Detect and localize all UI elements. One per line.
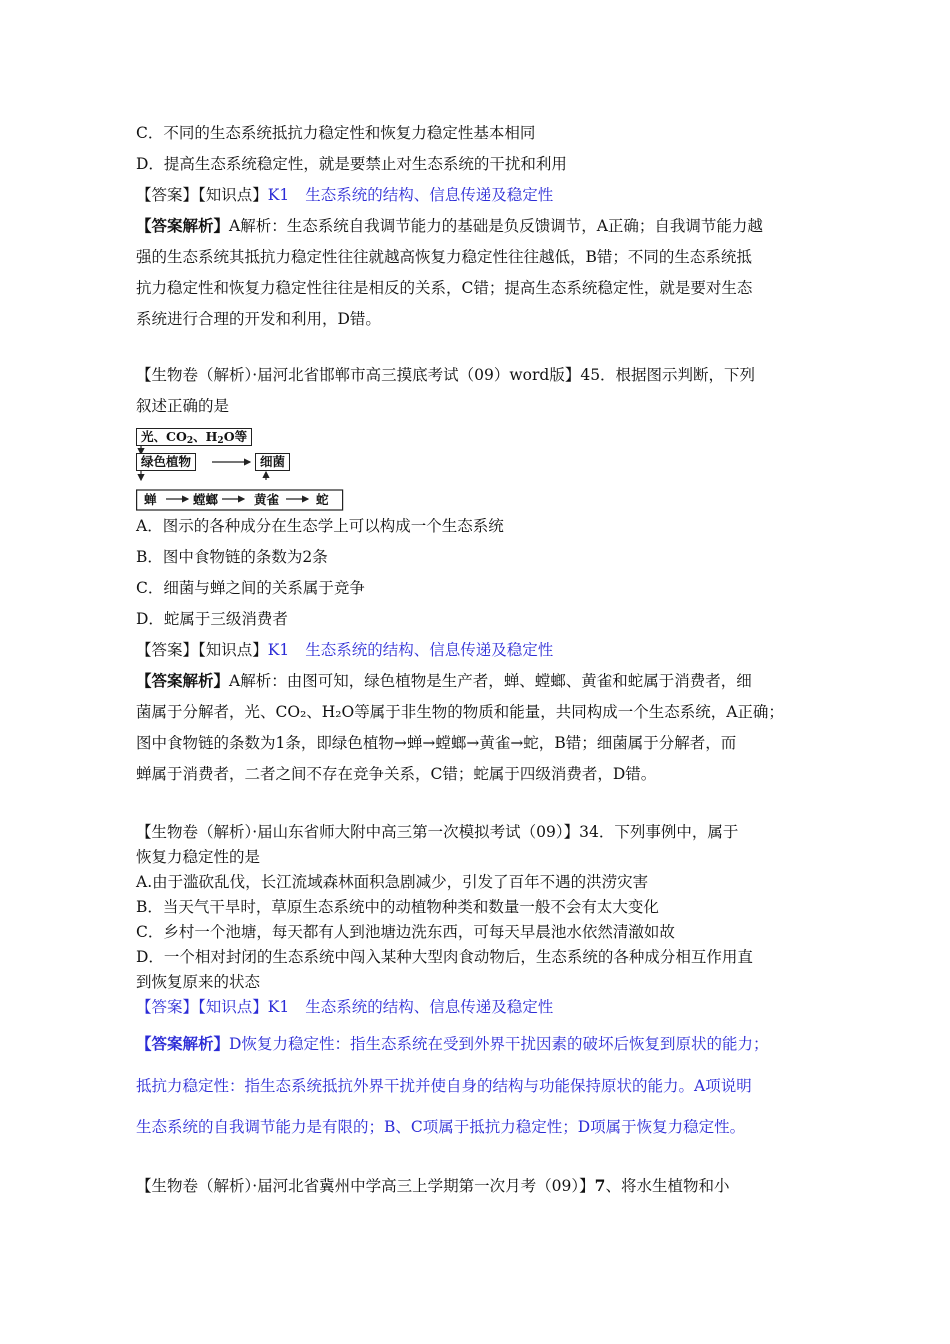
option-b: B．图中食物链的条数为2条 — [136, 548, 328, 566]
option-c: C．乡村一个池塘，每天都有人到池塘边洗东西，可每天早晨池水依然清澈如故 — [136, 923, 675, 941]
answer-tag: 【答案】【知识点】 — [136, 186, 268, 204]
analysis-text: D恢复力稳定性：指生态系统在受到外界干扰因素的破坏后恢复到原状的能力； — [229, 1035, 769, 1053]
analysis-line: 抗力稳定性和恢复力稳定性往往是相反的关系，C错；提高生态系统稳定性，就是要对生态 — [136, 279, 753, 297]
analysis-line: 强的生态系统其抵抗力稳定性往往就越高恢复力稳定性往往越低，B错；不同的生态系统抵 — [136, 248, 752, 266]
knowledge-text: 生态系统的结构、信息传递及稳定性 — [305, 186, 554, 204]
analysis-tag: 【答案解析】 — [136, 671, 230, 690]
knowledge-code: K1 — [267, 998, 290, 1016]
analysis-line: 蝉属于消费者，二者之间不存在竞争关系，C错；蛇属于四级消费者，D错。 — [136, 765, 657, 783]
question-title: 恢复力稳定性的是 — [136, 848, 261, 866]
analysis-line — [136, 1034, 768, 1054]
abiotic-box: 光、$CO_2$、$H_2O$等 — [136, 428, 252, 446]
answer-tag: 【答案】【知识点】 — [136, 641, 268, 659]
answer-tag: 【答案】【知识点】 — [136, 998, 268, 1016]
analysis-text: A解析：由图可知，绿色植物是生产者，蝉、螳螂、黄雀和蛇属于消费者，细 — [229, 672, 752, 690]
option-a: A.由于滥砍乱伐，长江流域森林面积急剧减少，引发了百年不遇的洪涝灾害 — [136, 873, 649, 891]
option-d: D．蛇属于三级消费者 — [136, 610, 288, 628]
answer-line — [136, 997, 553, 1017]
analysis-tag: 【答案解析】 — [136, 1034, 230, 1053]
option-d: D．提高生态系统稳定性，就是要禁止对生态系统的干扰和利用 — [136, 155, 567, 173]
decomposer-box: 细菌 — [255, 453, 290, 471]
producer-box: 绿色植物 — [136, 453, 196, 471]
food-web-diagram — [136, 428, 344, 514]
question-title: 【生物卷（解析）·届河北省邯郸市高三摸底考试（09）word版】45．根据图示判断，下列 — [136, 366, 756, 384]
analysis-line — [136, 216, 763, 236]
knowledge-text: 生态系统的结构、信息传递及稳定性 — [305, 998, 554, 1016]
analysis-line: 菌属于分解者，光、CO₂、H₂O等属于非生物的物质和能量，共同构成一个生态系统，A正确； — [136, 703, 784, 721]
chain-cicada: 蝉 — [144, 492, 157, 507]
question-title: 【生物卷（解析）·届山东省师大附中高三第一次模拟考试（09）】34．下列事例中，属于 — [136, 823, 739, 841]
option-d: D．一个相对封闭的生态系统中闯入某种大型肉食动物后，生态系统的各种成分相互作用直 — [136, 948, 753, 966]
answer-line — [136, 640, 553, 660]
analysis-tag: 【答案解析】 — [136, 216, 230, 235]
analysis-line — [136, 671, 752, 691]
analysis-text: A解析：生态系统自我调节能力的基础是负反馈调节，A正确；自我调节能力越 — [229, 217, 763, 235]
option-d-continued: 到恢复原来的状态 — [136, 973, 261, 991]
answer-line — [136, 185, 553, 205]
knowledge-code: K1 — [267, 186, 290, 204]
chain-mantis: 螳螂 — [193, 492, 219, 507]
question-title: 叙述正确的是 — [136, 397, 230, 415]
analysis-line: 生态系统的自我调节能力是有限的；B、C项属于抵抗力稳定性；D项属于恢复力稳定性。 — [136, 1118, 746, 1136]
chain-snake: 蛇 — [316, 492, 329, 507]
knowledge-code: K1 — [267, 641, 290, 659]
option-b: B．当天气干旱时，草原生态系统中的动植物种类和数量一般不会有太大变化 — [136, 898, 659, 916]
option-a: A．图示的各种成分在生态学上可以构成一个生态系统 — [136, 517, 504, 535]
analysis-line: 系统进行合理的开发和利用，D错。 — [136, 310, 381, 328]
knowledge-text: 生态系统的结构、信息传递及稳定性 — [305, 641, 554, 659]
analysis-line: 抵抗力稳定性：指生态系统抵抗外界干扰并使自身的结构与功能保持原状的能力。A项说明 — [136, 1077, 752, 1095]
analysis-line: 图中食物链的条数为1条，即绿色植物→蝉→螳螂→黄雀→蛇，B错；细菌属于分解者，而 — [136, 734, 737, 752]
chain-oriole: 黄雀 — [254, 492, 280, 507]
question-title: 【生物卷（解析）·届河北省冀州中学高三上学期第一次月考（09）】7、将水生植物和小 — [136, 1176, 730, 1195]
option-c: C．不同的生态系统抵抗力稳定性和恢复力稳定性基本相同 — [136, 124, 536, 142]
option-c: C．细菌与蝉之间的关系属于竞争 — [136, 579, 365, 597]
